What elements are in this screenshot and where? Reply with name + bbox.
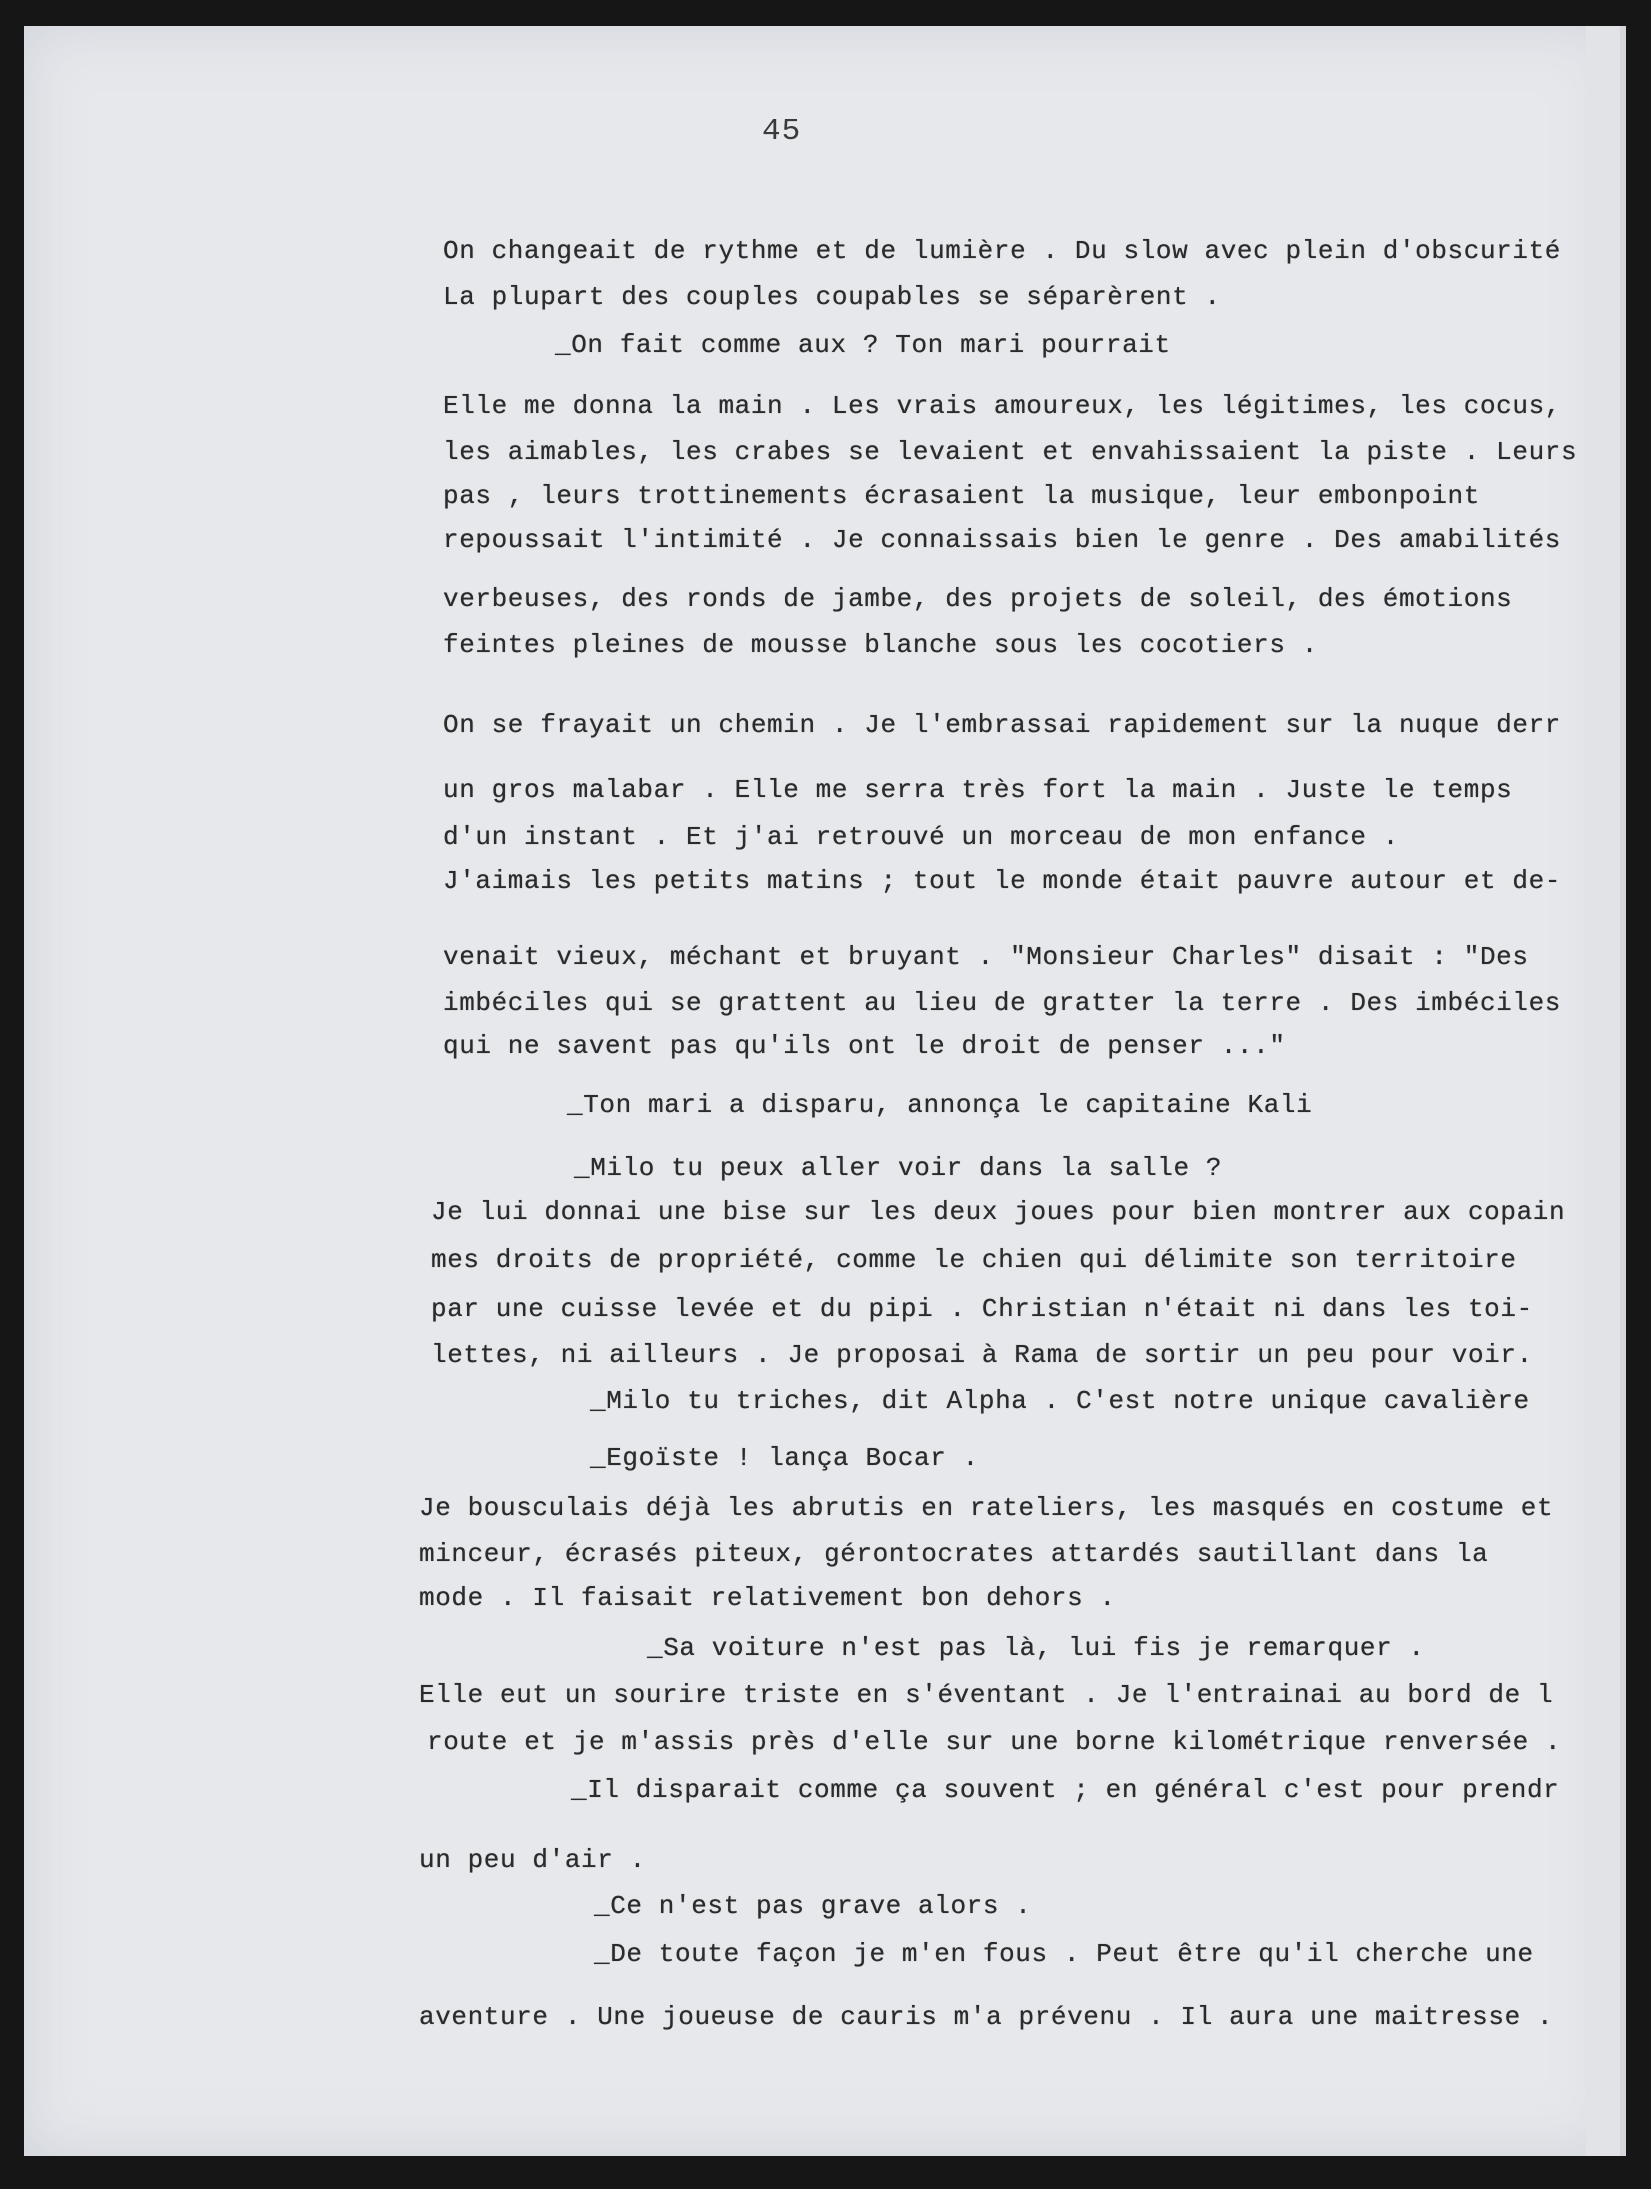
text-line: Elle eut un sourire triste en s'éventant . Je l'entrainai au bord de l (419, 1680, 1554, 1710)
text-line: qui ne savent pas qu'ils ont le droit de penser ..." (443, 1031, 1286, 1061)
text-line: On changeait de rythme et de lumière . Du slow avec plein d'obscurité (443, 236, 1561, 266)
text-line: On se frayait un chemin . Je l'embrassai rapidement sur la nuque derr (443, 710, 1561, 740)
text-line: _De toute façon je m'en fous . Peut être qu'il cherche une (594, 1939, 1534, 1969)
text-line: _Sa voiture n'est pas là, lui fis je remarquer . (647, 1633, 1425, 1663)
text-line: d'un instant . Et j'ai retrouvé un morceau de mon enfance . (443, 822, 1399, 852)
text-line: mode . Il faisait relativement bon dehors . (419, 1583, 1116, 1613)
text-line: verbeuses, des ronds de jambe, des projets de soleil, des émotions (443, 584, 1513, 614)
text-line: La plupart des couples coupables se séparèrent . (443, 282, 1221, 312)
text-line: Elle me donna la main . Les vrais amoureux, les légitimes, les cocus, (443, 391, 1561, 421)
text-line: minceur, écrasés piteux, gérontocrates attardés sautillant dans la (419, 1539, 1489, 1569)
text-line: mes droits de propriété, comme le chien qui délimite son territoire (431, 1245, 1517, 1275)
text-line: un peu d'air . (419, 1845, 646, 1875)
text-line: _Ton mari a disparu, annonça le capitaine Kali (567, 1090, 1313, 1120)
text-line: _Ce n'est pas grave alors . (594, 1891, 1032, 1921)
text-line: Je bousculais déjà les abrutis en rateliers, les masqués en costume et (419, 1493, 1554, 1523)
text-line: venait vieux, méchant et bruyant . "Monsieur Charles" disait : "Des (443, 942, 1529, 972)
text-line: aventure . Une joueuse de cauris m'a prévenu . Il aura une maitresse . (419, 2002, 1554, 2032)
text-line: route et je m'assis près d'elle sur une borne kilométrique renversée . (427, 1727, 1562, 1757)
text-line: _Il disparait comme ça souvent ; en général c'est pour prendr (571, 1775, 1560, 1805)
text-line: _Milo tu peux aller voir dans la salle ? (574, 1153, 1223, 1183)
text-line: repoussait l'intimité . Je connaissais bien le genre . Des amabilités (443, 525, 1561, 555)
text-line: _Egoïste ! lança Bocar . (590, 1443, 979, 1473)
text-line: pas , leurs trottinements écrasaient la musique, leur embonpoint (443, 481, 1480, 511)
text-line: un gros malabar . Elle me serra très fort la main . Juste le temps (443, 775, 1513, 805)
text-line: Je lui donnai une bise sur les deux joues pour bien montrer aux copain (431, 1197, 1566, 1227)
text-line: par une cuisse levée et du pipi . Christian n'était ni dans les toi- (431, 1294, 1533, 1324)
text-line: imbéciles qui se grattent au lieu de gratter la terre . Des imbéciles (443, 988, 1561, 1018)
text-line: les aimables, les crabes se levaient et envahissaient la piste . Leurs (443, 437, 1578, 467)
page-number: 45 (762, 114, 802, 149)
text-line: feintes pleines de mousse blanche sous les cocotiers . (443, 630, 1318, 660)
text-line: J'aimais les petits matins ; tout le monde était pauvre autour et de- (443, 866, 1561, 896)
text-line: lettes, ni ailleurs . Je proposai à Rama de sortir un peu pour voir. (431, 1340, 1533, 1370)
text-line: _Milo tu triches, dit Alpha . C'est notre unique cavalière (590, 1386, 1530, 1416)
text-line: _On fait comme aux ? Ton mari pourrait (555, 330, 1171, 360)
